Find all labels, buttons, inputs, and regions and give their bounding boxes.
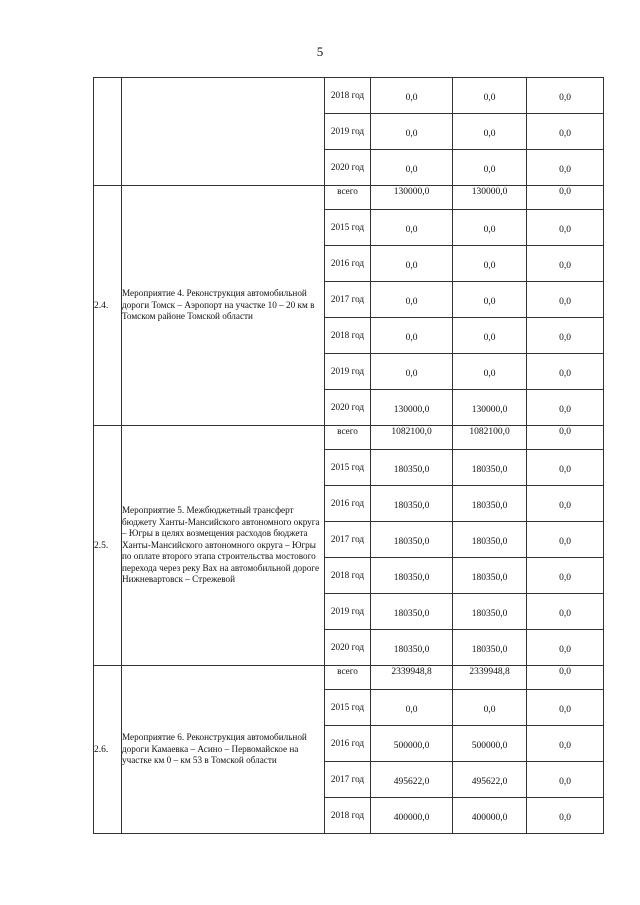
- value-cell-col2: [453, 210, 527, 246]
- value-cell-col2: [453, 798, 527, 834]
- value-cell-col3: [527, 282, 604, 318]
- value-text: 0,0: [405, 92, 418, 103]
- value-text: 180350,0: [393, 608, 430, 619]
- item-number: [94, 78, 122, 186]
- value-cell-total: [371, 594, 453, 630]
- value-cell-total: [371, 78, 453, 114]
- year-label: 2018 год: [330, 810, 365, 820]
- value-text: 0,0: [559, 224, 571, 235]
- value-text: 0,0: [405, 332, 418, 343]
- year-label: 2016 год: [330, 258, 365, 268]
- year-label: 2016 год: [330, 738, 365, 748]
- value-text: 0,0: [559, 426, 571, 437]
- year-label: 2015 год: [330, 702, 365, 712]
- value-cell-col2: [453, 522, 527, 558]
- year-cell: [325, 594, 371, 630]
- value-cell-total: [371, 114, 453, 150]
- item-number: 2.6.: [94, 666, 122, 834]
- value-cell-col2: [453, 690, 527, 726]
- value-text: 0,0: [559, 128, 571, 139]
- value-text: 0,0: [405, 128, 418, 139]
- value-text: 0,0: [559, 296, 571, 307]
- value-cell-col2: [453, 318, 527, 354]
- year-label: 2017 год: [330, 534, 365, 544]
- value-cell-col2: [453, 114, 527, 150]
- table-row: [94, 426, 604, 450]
- value-cell-col3: [527, 210, 604, 246]
- value-cell-col3: [527, 78, 604, 114]
- year-cell: [325, 282, 371, 318]
- year-cell: [325, 522, 371, 558]
- budget-table: [93, 77, 604, 834]
- value-text: 0,0: [483, 92, 496, 103]
- value-cell-total: [371, 522, 453, 558]
- table-row: [94, 186, 604, 210]
- year-cell: [325, 762, 371, 798]
- value-cell-total: [371, 318, 453, 354]
- year-cell: [325, 486, 371, 522]
- value-cell-col2: [453, 78, 527, 114]
- year-cell: [325, 78, 371, 114]
- value-text: 500000,0: [393, 740, 430, 751]
- value-text: 2339948,8: [391, 666, 432, 677]
- value-text: 0,0: [483, 260, 496, 271]
- value-text: 180350,0: [471, 644, 508, 655]
- value-text: 0,0: [483, 296, 496, 307]
- value-cell-col2: [453, 630, 527, 666]
- value-text: 0,0: [559, 776, 571, 787]
- value-cell-col3: [527, 186, 604, 210]
- value-text: 495622,0: [393, 776, 430, 787]
- year-cell: [325, 630, 371, 666]
- year-label: всего: [337, 666, 358, 676]
- page-number: 5: [316, 44, 324, 59]
- year-cell: [325, 450, 371, 486]
- year-cell: [325, 186, 371, 210]
- item-number: 2.5.: [94, 426, 122, 666]
- value-text: 180350,0: [393, 572, 430, 583]
- value-text: 180350,0: [393, 536, 430, 547]
- value-text: 0,0: [559, 164, 571, 175]
- value-cell-col2: [453, 594, 527, 630]
- year-label: 2018 год: [330, 90, 365, 100]
- value-text: 0,0: [559, 740, 571, 751]
- table-row: [94, 78, 604, 114]
- year-cell: [325, 318, 371, 354]
- year-label: 2015 год: [330, 462, 365, 472]
- value-cell-total: [371, 426, 453, 450]
- year-label: 2020 год: [330, 642, 365, 652]
- value-text: 400000,0: [393, 812, 430, 823]
- value-text: 180350,0: [471, 500, 508, 511]
- value-cell-col3: [527, 522, 604, 558]
- value-cell-total: [371, 630, 453, 666]
- value-text: 400000,0: [471, 812, 508, 823]
- value-cell-col2: [453, 726, 527, 762]
- year-cell: [325, 426, 371, 450]
- year-cell: [325, 690, 371, 726]
- value-text: 130000,0: [471, 404, 508, 415]
- value-text: 180350,0: [471, 536, 508, 547]
- year-cell: [325, 798, 371, 834]
- value-cell-col3: [527, 558, 604, 594]
- value-text: 0,0: [405, 368, 418, 379]
- value-text: 1082100,0: [469, 426, 510, 437]
- value-text: 0,0: [559, 644, 571, 655]
- value-text: 0,0: [405, 260, 418, 271]
- year-cell: [325, 354, 371, 390]
- value-text: 0,0: [559, 500, 571, 511]
- value-text: 495622,0: [471, 776, 508, 787]
- value-text: 0,0: [559, 464, 571, 475]
- year-label: 2020 год: [330, 402, 365, 412]
- value-text: 0,0: [559, 186, 571, 197]
- value-cell-col2: [453, 354, 527, 390]
- value-cell-col3: [527, 798, 604, 834]
- value-cell-total: [371, 486, 453, 522]
- value-text: 0,0: [559, 812, 571, 823]
- year-cell: [325, 114, 371, 150]
- value-text: 0,0: [559, 536, 571, 547]
- value-cell-col3: [527, 762, 604, 798]
- value-cell-total: [371, 246, 453, 282]
- value-text: 0,0: [559, 666, 571, 677]
- value-cell-col2: [453, 666, 527, 690]
- value-text: 0,0: [559, 704, 571, 715]
- value-cell-total: [371, 210, 453, 246]
- value-text: 180350,0: [471, 572, 508, 583]
- year-cell: [325, 726, 371, 762]
- value-text: 0,0: [483, 224, 496, 235]
- value-cell-total: [371, 390, 453, 426]
- value-text: 130000,0: [471, 186, 508, 197]
- item-name: [122, 78, 325, 186]
- year-cell: [325, 558, 371, 594]
- value-cell-total: [371, 762, 453, 798]
- value-text: 0,0: [405, 704, 418, 715]
- value-cell-col3: [527, 594, 604, 630]
- value-cell-col3: [527, 354, 604, 390]
- value-cell-total: [371, 150, 453, 186]
- value-cell-col3: [527, 726, 604, 762]
- year-label: 2018 год: [330, 570, 365, 580]
- year-cell: [325, 246, 371, 282]
- value-cell-col3: [527, 690, 604, 726]
- value-cell-col3: [527, 450, 604, 486]
- value-text: 130000,0: [393, 404, 430, 415]
- year-label: 2019 год: [330, 606, 365, 616]
- value-text: 0,0: [559, 260, 571, 271]
- value-text: 500000,0: [471, 740, 508, 751]
- value-cell-col3: [527, 630, 604, 666]
- value-cell-col2: [453, 426, 527, 450]
- value-cell-total: [371, 666, 453, 690]
- year-label: всего: [337, 426, 358, 436]
- value-cell-col3: [527, 486, 604, 522]
- value-cell-col2: [453, 282, 527, 318]
- year-label: 2017 год: [330, 774, 365, 784]
- year-cell: [325, 150, 371, 186]
- item-number: 2.4.: [94, 186, 122, 426]
- value-cell-col2: [453, 762, 527, 798]
- value-cell-col3: [527, 390, 604, 426]
- item-name: Мероприятие 5. Межбюджетный трансферт бюджету Ханты-Мансийского автономного округа – Югры в целях возмещения расходов бюджета Ханты-Мансийского автономного округа – Югры по оплате второго этапа строительства мостового перехода через реку Вах на автомобильной дороге Нижневартовск – Стрежевой: [122, 426, 325, 666]
- year-label: 2016 год: [330, 498, 365, 508]
- year-cell: [325, 390, 371, 426]
- value-text: 180350,0: [393, 464, 430, 475]
- value-cell-total: [371, 282, 453, 318]
- value-cell-col2: [453, 186, 527, 210]
- value-cell-total: [371, 726, 453, 762]
- value-cell-col2: [453, 450, 527, 486]
- value-text: 0,0: [483, 332, 496, 343]
- value-text: 0,0: [483, 128, 496, 139]
- value-text: 0,0: [559, 404, 571, 415]
- value-text: 0,0: [483, 704, 496, 715]
- value-cell-col3: [527, 150, 604, 186]
- value-text: 2339948,8: [469, 666, 510, 677]
- item-name: Мероприятие 6. Реконструкция автомобильной дороги Камаевка – Асино – Первомайское на участке км 0 – км 53 в Томской области: [122, 666, 325, 834]
- value-text: 1082100,0: [391, 426, 432, 437]
- value-text: 180350,0: [393, 644, 430, 655]
- value-text: 130000,0: [393, 186, 430, 197]
- value-text: 0,0: [405, 164, 418, 175]
- year-cell: [325, 210, 371, 246]
- value-cell-col3: [527, 426, 604, 450]
- year-label: 2015 год: [330, 222, 365, 232]
- value-cell-total: [371, 798, 453, 834]
- year-label: 2018 год: [330, 330, 365, 340]
- value-cell-col2: [453, 150, 527, 186]
- value-text: 0,0: [405, 224, 418, 235]
- value-text: 180350,0: [393, 500, 430, 511]
- year-cell: [325, 666, 371, 690]
- value-cell-col3: [527, 318, 604, 354]
- value-cell-total: [371, 558, 453, 594]
- value-text: 0,0: [559, 332, 571, 343]
- value-cell-total: [371, 186, 453, 210]
- value-cell-col2: [453, 486, 527, 522]
- value-text: 0,0: [559, 368, 571, 379]
- value-cell-total: [371, 354, 453, 390]
- year-label: 2017 год: [330, 294, 365, 304]
- year-label: 2019 год: [330, 126, 365, 136]
- value-text: 0,0: [483, 164, 496, 175]
- value-text: 0,0: [483, 368, 496, 379]
- year-label: 2020 год: [330, 162, 365, 172]
- value-cell-total: [371, 690, 453, 726]
- year-label: 2019 год: [330, 366, 365, 376]
- value-cell-total: [371, 450, 453, 486]
- value-cell-col3: [527, 666, 604, 690]
- year-label: всего: [337, 186, 358, 196]
- value-cell-col2: [453, 390, 527, 426]
- value-cell-col2: [453, 558, 527, 594]
- table-row: [94, 666, 604, 690]
- value-text: 180350,0: [471, 464, 508, 475]
- item-name: Мероприятие 4. Реконструкция автомобильной дороги Томск – Аэропорт на участке 10 – 20 км в Томском районе Томской области: [122, 186, 325, 426]
- value-text: 0,0: [405, 296, 418, 307]
- value-text: 180350,0: [471, 608, 508, 619]
- value-text: 0,0: [559, 572, 571, 583]
- value-cell-col2: [453, 246, 527, 282]
- value-text: 0,0: [559, 92, 571, 103]
- value-cell-col3: [527, 114, 604, 150]
- value-text: 0,0: [559, 608, 571, 619]
- value-cell-col3: [527, 246, 604, 282]
